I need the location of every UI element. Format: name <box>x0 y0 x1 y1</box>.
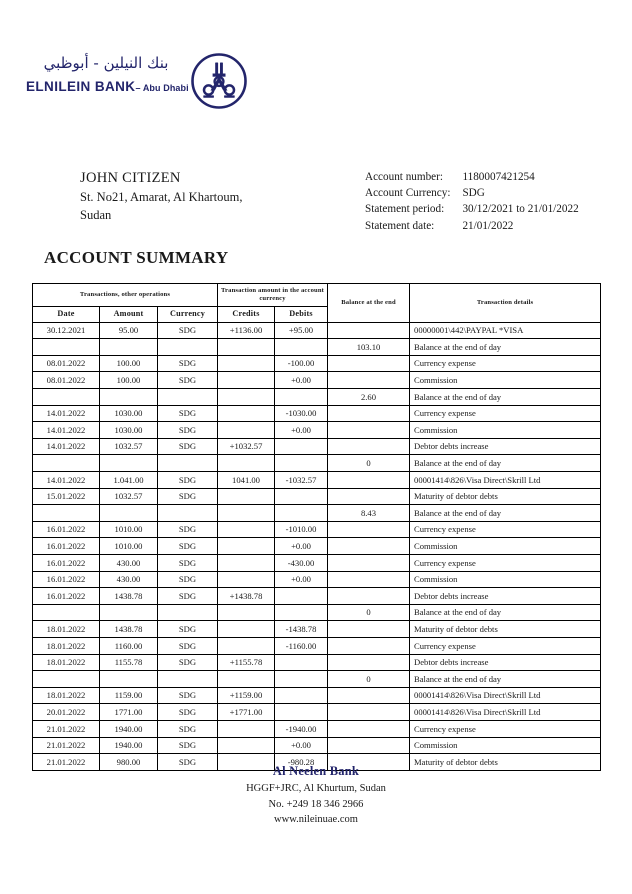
cell-details: Currency expense <box>410 355 601 372</box>
table-row <box>33 604 601 621</box>
cell-currency: SDG <box>158 737 218 754</box>
cell-credits <box>218 372 275 389</box>
header-transaction-details: Transaction details <box>410 284 601 323</box>
account-detail-row <box>365 186 579 202</box>
cell-debits: +0.00 <box>275 737 328 754</box>
cell-debits: -430.00 <box>275 554 328 571</box>
cell-amount: 1032.57 <box>100 438 158 455</box>
cell-balance: 103.10 <box>328 339 410 356</box>
cell-date: 16.01.2022 <box>33 538 100 555</box>
cell-credits: +1438.78 <box>218 588 275 605</box>
footer-bank-name: Al Neelen Bank <box>272 764 360 778</box>
cell-details: Balance at the end of day <box>410 505 601 522</box>
table-row <box>33 621 601 638</box>
header-transactions-group: Transactions, other operations <box>33 284 218 307</box>
table-row <box>33 654 601 671</box>
header-credits: Credits <box>218 306 275 322</box>
cell-amount: 980.00 <box>100 754 158 771</box>
account-currency-value: SDG <box>462 187 485 200</box>
cell-balance: 2.60 <box>328 389 410 406</box>
cell-currency: SDG <box>158 571 218 588</box>
cell-balance <box>328 687 410 704</box>
page-footer <box>0 762 632 828</box>
cell-debits <box>275 455 328 472</box>
cell-currency: SDG <box>158 438 218 455</box>
cell-currency <box>158 604 218 621</box>
cell-details: Balance at the end of day <box>410 604 601 621</box>
cell-credits: +1155.78 <box>218 654 275 671</box>
cell-currency: SDG <box>158 704 218 721</box>
cell-credits <box>218 405 275 422</box>
cell-date: 15.01.2022 <box>33 488 100 505</box>
cell-debits: -1010.00 <box>275 521 328 538</box>
cell-amount <box>100 604 158 621</box>
cell-date: 21.01.2022 <box>33 737 100 754</box>
footer-address: HGGF+JRC, Al Khurtum, Sudan <box>246 782 386 794</box>
cell-debits: -1030.00 <box>275 405 328 422</box>
table-row <box>33 538 601 555</box>
account-detail-row <box>365 170 579 186</box>
cell-amount: 100.00 <box>100 355 158 372</box>
cell-debits: -980.28 <box>275 754 328 771</box>
cell-currency: SDG <box>158 687 218 704</box>
cell-debits <box>275 671 328 688</box>
cell-credits: +1771.00 <box>218 704 275 721</box>
cell-balance <box>328 538 410 555</box>
bank-name-sub: – Abu Dhabi <box>135 82 189 93</box>
table-row <box>33 488 601 505</box>
cell-currency: SDG <box>158 538 218 555</box>
cell-details: Commission <box>410 538 601 555</box>
cell-credits <box>218 538 275 555</box>
cell-credits <box>218 488 275 505</box>
statement-date-value: 21/01/2022 <box>462 219 514 232</box>
cell-amount <box>100 455 158 472</box>
cell-credits: +1032.57 <box>218 438 275 455</box>
cell-credits <box>218 621 275 638</box>
cell-details: Currency expense <box>410 720 601 737</box>
table-row <box>33 422 601 439</box>
account-number-value: 1180007421254 <box>462 171 535 183</box>
cell-balance <box>328 554 410 571</box>
cell-amount: 1438.78 <box>100 621 158 638</box>
cell-debits <box>275 654 328 671</box>
cell-date: 20.01.2022 <box>33 704 100 721</box>
cell-currency <box>158 455 218 472</box>
cell-currency: SDG <box>158 372 218 389</box>
statement-table-body <box>33 322 601 770</box>
table-row <box>33 389 601 406</box>
cell-date: 16.01.2022 <box>33 554 100 571</box>
table-row <box>33 455 601 472</box>
header-amount: Amount <box>100 306 158 322</box>
cell-currency <box>158 339 218 356</box>
cell-currency <box>158 389 218 406</box>
cell-credits: 1041.00 <box>218 472 275 489</box>
cell-amount: 430.00 <box>100 571 158 588</box>
cell-balance <box>328 571 410 588</box>
table-row <box>33 322 601 339</box>
cell-credits <box>218 737 275 754</box>
customer-name: JOHN CITIZEN <box>80 170 181 186</box>
header-debits: Debits <box>275 306 328 322</box>
cell-date: 21.01.2022 <box>33 754 100 771</box>
cell-balance <box>328 405 410 422</box>
cell-amount: 1010.00 <box>100 538 158 555</box>
cell-details: Balance at the end of day <box>410 339 601 356</box>
cell-date: 21.01.2022 <box>33 720 100 737</box>
account-detail-row <box>365 219 579 235</box>
cell-currency: SDG <box>158 521 218 538</box>
cell-amount: 1030.00 <box>100 405 158 422</box>
cell-amount: 1160.00 <box>100 637 158 654</box>
statement-period-value: 30/12/2021 to 21/01/2022 <box>462 203 579 216</box>
cell-date: 16.01.2022 <box>33 571 100 588</box>
customer-address-line-1: St. No21, Amarat, Al Khartoum, <box>80 190 243 205</box>
cell-currency: SDG <box>158 654 218 671</box>
cell-balance <box>328 720 410 737</box>
table-row <box>33 671 601 688</box>
cell-date <box>33 339 100 356</box>
cell-currency: SDG <box>158 754 218 771</box>
cell-debits: +0.00 <box>275 538 328 555</box>
table-row <box>33 355 601 372</box>
cell-details: Debtor debts increase <box>410 588 601 605</box>
cell-details: Commission <box>410 422 601 439</box>
statement-period-label: Statement period: <box>365 203 445 216</box>
cell-currency: SDG <box>158 720 218 737</box>
table-row <box>33 372 601 389</box>
cell-date: 16.01.2022 <box>33 588 100 605</box>
table-row <box>33 687 601 704</box>
statement-group-header-row <box>33 284 601 307</box>
cell-balance <box>328 588 410 605</box>
cell-currency: SDG <box>158 355 218 372</box>
table-row <box>33 339 601 356</box>
cell-credits <box>218 355 275 372</box>
account-detail-row <box>365 202 579 218</box>
cell-details: Debtor debts increase <box>410 438 601 455</box>
cell-currency: SDG <box>158 488 218 505</box>
cell-details: Balance at the end of day <box>410 389 601 406</box>
cell-debits <box>275 505 328 522</box>
cell-amount: 1940.00 <box>100 737 158 754</box>
cell-details: Maturity of debtor debts <box>410 754 601 771</box>
bank-name-main: ELNILEIN BANK <box>26 78 136 94</box>
cell-debits: -1160.00 <box>275 637 328 654</box>
cell-date: 08.01.2022 <box>33 372 100 389</box>
cell-amount: 95.00 <box>100 322 158 339</box>
cell-details: Currency expense <box>410 554 601 571</box>
cell-credits <box>218 389 275 406</box>
cell-balance <box>328 637 410 654</box>
customer-address-line-2: Sudan <box>80 207 112 222</box>
header-balance: Balance at the end <box>328 284 410 323</box>
cell-date: 16.01.2022 <box>33 521 100 538</box>
statement-date-label: Statement date: <box>365 219 435 232</box>
cell-amount: 1159.00 <box>100 687 158 704</box>
table-row <box>33 554 601 571</box>
cell-currency: SDG <box>158 637 218 654</box>
header-currency: Currency <box>158 306 218 322</box>
cell-credits <box>218 554 275 571</box>
cell-date <box>33 671 100 688</box>
cell-balance <box>328 704 410 721</box>
cell-credits <box>218 604 275 621</box>
cell-credits <box>218 505 275 522</box>
cell-amount <box>100 339 158 356</box>
cell-details: Balance at the end of day <box>410 671 601 688</box>
cell-date <box>33 604 100 621</box>
cell-date: 18.01.2022 <box>33 621 100 638</box>
cell-balance <box>328 737 410 754</box>
table-row <box>33 637 601 654</box>
cell-balance: 0 <box>328 671 410 688</box>
cell-date <box>33 455 100 472</box>
cell-amount: 430.00 <box>100 554 158 571</box>
footer-phone: No. +249 18 346 2966 <box>268 798 364 810</box>
cell-date: 18.01.2022 <box>33 687 100 704</box>
cell-date: 18.01.2022 <box>33 654 100 671</box>
account-number-label: Account number: <box>365 171 443 183</box>
cell-currency: SDG <box>158 405 218 422</box>
cell-debits: +0.00 <box>275 422 328 439</box>
table-row <box>33 438 601 455</box>
header-amount-in-currency-group: Transaction amount in the account currency <box>218 284 328 307</box>
table-row <box>33 588 601 605</box>
cell-debits: +95.00 <box>275 322 328 339</box>
cell-debits <box>275 588 328 605</box>
cell-amount <box>100 671 158 688</box>
cell-credits <box>218 671 275 688</box>
cell-date: 14.01.2022 <box>33 405 100 422</box>
cell-details: 00001414\826\Visa Direct\Skrill Ltd <box>410 687 601 704</box>
cell-amount <box>100 389 158 406</box>
cell-balance <box>328 488 410 505</box>
cell-debits <box>275 704 328 721</box>
cell-debits <box>275 389 328 406</box>
cell-amount: 1032.57 <box>100 488 158 505</box>
cell-debits <box>275 687 328 704</box>
cell-balance <box>328 472 410 489</box>
cell-credits <box>218 422 275 439</box>
cell-amount: 1010.00 <box>100 521 158 538</box>
cell-debits <box>275 488 328 505</box>
cell-currency <box>158 505 218 522</box>
cell-balance <box>328 654 410 671</box>
cell-details: Commission <box>410 737 601 754</box>
cell-date: 30.12.2021 <box>33 322 100 339</box>
statement-meta <box>0 168 632 232</box>
table-row <box>33 405 601 422</box>
account-details-table <box>365 170 579 235</box>
cell-balance <box>328 621 410 638</box>
cell-balance: 0 <box>328 455 410 472</box>
cell-date: 14.01.2022 <box>33 438 100 455</box>
cell-credits <box>218 455 275 472</box>
bank-logo-text <box>26 54 189 96</box>
cell-amount <box>100 505 158 522</box>
cell-details: Currency expense <box>410 405 601 422</box>
cell-amount: 100.00 <box>100 372 158 389</box>
table-row <box>33 505 601 522</box>
cell-balance: 0 <box>328 604 410 621</box>
cell-amount: 1.041.00 <box>100 472 158 489</box>
cell-balance <box>328 372 410 389</box>
statement-table <box>32 283 601 771</box>
cell-credits: +1136.00 <box>218 322 275 339</box>
cell-currency: SDG <box>158 422 218 439</box>
cell-debits: -1032.57 <box>275 472 328 489</box>
cell-details: Debtor debts increase <box>410 654 601 671</box>
cell-details: 00000001\442\PAYPAL *VISA <box>410 322 601 339</box>
cell-details: Maturity of debtor debts <box>410 488 601 505</box>
table-row <box>33 720 601 737</box>
cell-amount: 1155.78 <box>100 654 158 671</box>
table-row <box>33 704 601 721</box>
cell-date: 14.01.2022 <box>33 472 100 489</box>
cell-debits: -100.00 <box>275 355 328 372</box>
cell-currency: SDG <box>158 588 218 605</box>
cell-debits <box>275 604 328 621</box>
cell-credits <box>218 720 275 737</box>
cell-details: Currency expense <box>410 637 601 654</box>
cell-details: Commission <box>410 571 601 588</box>
cell-currency: SDG <box>158 472 218 489</box>
table-row <box>33 472 601 489</box>
cell-amount: 1771.00 <box>100 704 158 721</box>
cell-credits <box>218 637 275 654</box>
cell-date: 08.01.2022 <box>33 355 100 372</box>
cell-details: Commission <box>410 372 601 389</box>
cell-credits <box>218 521 275 538</box>
footer-website: www.nileinuae.com <box>274 814 358 826</box>
cell-date: 14.01.2022 <box>33 422 100 439</box>
cell-details: Maturity of debtor debts <box>410 621 601 638</box>
cell-balance <box>328 521 410 538</box>
cell-credits <box>218 571 275 588</box>
cell-currency: SDG <box>158 621 218 638</box>
page-title: ACCOUNT SUMMARY <box>44 248 229 267</box>
bank-emblem-icon <box>190 52 248 110</box>
cell-debits: -1438.78 <box>275 621 328 638</box>
table-row <box>33 737 601 754</box>
cell-balance <box>328 422 410 439</box>
cell-balance <box>328 355 410 372</box>
bank-name-latin <box>26 78 189 96</box>
cell-date: 18.01.2022 <box>33 637 100 654</box>
cell-debits <box>275 438 328 455</box>
statement-table-head <box>33 284 601 323</box>
cell-balance <box>328 438 410 455</box>
cell-currency <box>158 671 218 688</box>
cell-date <box>33 389 100 406</box>
cell-currency: SDG <box>158 322 218 339</box>
cell-balance <box>328 322 410 339</box>
cell-details: 00001414\826\Visa Direct\Skrill Ltd <box>410 704 601 721</box>
cell-balance: 8.43 <box>328 505 410 522</box>
cell-debits <box>275 339 328 356</box>
cell-credits <box>218 339 275 356</box>
statement-table-wrap <box>32 283 600 771</box>
cell-debits: +0.00 <box>275 571 328 588</box>
table-row <box>33 571 601 588</box>
cell-credits: +1159.00 <box>218 687 275 704</box>
cell-details: 00001414\826\Visa Direct\Skrill Ltd <box>410 472 601 489</box>
cell-debits: +0.00 <box>275 372 328 389</box>
account-currency-label: Account Currency: <box>365 187 451 200</box>
customer-block <box>80 168 360 225</box>
cell-amount: 1438.78 <box>100 588 158 605</box>
cell-date <box>33 505 100 522</box>
table-row <box>33 521 601 538</box>
bank-name-arabic: بنك النيلين - أبوظبي <box>43 54 169 72</box>
cell-debits: -1940.00 <box>275 720 328 737</box>
cell-amount: 1940.00 <box>100 720 158 737</box>
bank-masthead <box>0 48 632 134</box>
cell-details: Currency expense <box>410 521 601 538</box>
header-date: Date <box>33 306 100 322</box>
cell-currency: SDG <box>158 554 218 571</box>
cell-details: Balance at the end of day <box>410 455 601 472</box>
cell-amount: 1030.00 <box>100 422 158 439</box>
